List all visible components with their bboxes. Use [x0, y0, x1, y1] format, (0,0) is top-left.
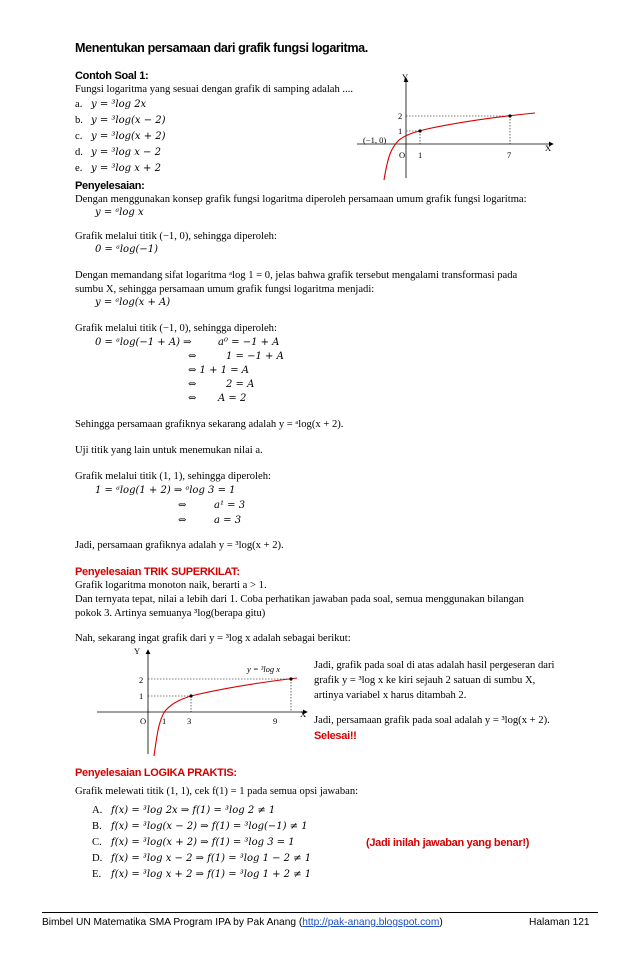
- solution-line: Dengan memandang sifat logaritma ᵃlog 1 = 0, jelas bahwa grafik tersebut mengalami transformasi pada: [75, 270, 518, 281]
- solution-heading: Penyelesaian:: [75, 180, 145, 192]
- option-expr: y = ³log(x + 2): [91, 131, 166, 142]
- side-text-line: artinya variabel x harus ditambah 2.: [314, 690, 467, 701]
- solution-formula: 0 = ᵃlog(−1 + A) ⇒: [95, 337, 192, 348]
- footer-left: [42, 918, 443, 928]
- solution-formula: a¹ = 3: [214, 500, 246, 511]
- y-tick-label: 1: [398, 126, 403, 136]
- practical-expr: f(x) = ³log(x − 2) ⇒ f(1) = ³log(−1) ≠ 1: [111, 821, 308, 832]
- x-tick-label: 1: [162, 716, 167, 726]
- point-1-1: [418, 129, 421, 132]
- log-graph-shifted: [355, 68, 565, 180]
- solution-formula: 2 = A: [226, 379, 255, 390]
- option-label: a.: [75, 99, 83, 110]
- solution-conclusion: Jadi, persamaan grafiknya adalah y = ³log(x + 2).: [75, 540, 284, 551]
- equiv-symbol: ⇔: [178, 500, 187, 511]
- solution-formula: A = 2: [218, 393, 247, 404]
- option-label: c.: [75, 131, 83, 142]
- practical-label: D.: [92, 853, 103, 864]
- option-label: e.: [75, 163, 83, 174]
- footer-text: Bimbel UN Matematika SMA Program IPA by Pak Anang (: [42, 917, 303, 928]
- y-axis-label: Y: [134, 646, 141, 656]
- solution-line: sumbu X, sehingga persamaan umum grafik fungsi logaritma menjadi:: [75, 284, 375, 295]
- solution-formula: ⇔ 1 + 1 = A: [188, 365, 249, 376]
- trick-line: Dan ternyata tepat, nilai a lebih dari 1. Coba perhatikan jawaban pada soal, semua menggunakan bilangan: [75, 594, 524, 605]
- option-label: d.: [75, 147, 83, 158]
- equiv-symbol: ⇔: [178, 515, 187, 526]
- point-9-2: [289, 677, 292, 680]
- solution-formula: a⁰ = −1 + A: [218, 337, 280, 348]
- solution-line: Uji titik yang lain untuk menemukan nilai a.: [75, 445, 263, 456]
- y-tick-label: 1: [139, 691, 144, 701]
- equiv-symbol: ⇔: [188, 351, 197, 362]
- y-tick-label: 2: [139, 675, 144, 685]
- practical-expr: f(x) = ³log(x + 2) ⇒ f(1) = ³log 3 = 1: [111, 837, 295, 848]
- equiv-symbol: ⇔: [188, 393, 197, 404]
- equiv-symbol: ⇔: [188, 379, 197, 390]
- solution-formula: 1 = −1 + A: [226, 351, 284, 362]
- trick-heading: Penyelesaian TRIK SUPERKILAT:: [75, 566, 240, 578]
- log-graph-base: [95, 644, 315, 756]
- solution-formula: y = ᵃlog(x + A): [95, 297, 171, 308]
- side-text-line: grafik y = ³log x ke kiri sejauh 2 satuan di sumbu X,: [314, 675, 536, 686]
- practical-expr: f(x) = ³log x + 2 ⇒ f(1) = ³log 1 + 2 ≠ 1: [111, 869, 312, 880]
- correct-answer-note: (Jadi inilah jawaban yang benar!): [366, 837, 530, 849]
- footer-close: ): [439, 917, 443, 928]
- side-text-line: Jadi, grafik pada soal di atas adalah hasil pergeseran dari: [314, 660, 555, 671]
- log-curve: [384, 113, 535, 180]
- solution-line: Grafik melalui titik (−1, 0), sehingga diperoleh:: [75, 323, 277, 334]
- point-7-2: [508, 114, 511, 117]
- example-heading: Contoh Soal 1:: [75, 70, 149, 82]
- solution-formula: a = 3: [214, 515, 242, 526]
- x-tick-label: 9: [273, 716, 278, 726]
- solution-formula: 0 = ᵃlog(−1): [95, 244, 159, 255]
- point-3-1: [189, 694, 192, 697]
- point-label: (−1, 0): [363, 135, 387, 145]
- x-axis-label: X: [300, 709, 307, 719]
- solution-line: Sehingga persamaan grafiknya sekarang adalah y = ᵃlog(x + 2).: [75, 419, 344, 430]
- example-question: Fungsi logaritma yang sesuai dengan grafik di samping adalah ....: [75, 84, 354, 95]
- practical-label: C.: [92, 837, 102, 848]
- curve-label: y = ³log x: [247, 664, 281, 674]
- trick-line: Grafik logaritma monoton naik, berarti a > 1.: [75, 580, 267, 591]
- practical-label: E.: [92, 869, 102, 880]
- trick-line: pokok 3. Artinya semuanya ³log(berapa gitu): [75, 608, 266, 619]
- page-title: Menentukan persamaan dari grafik fungsi logaritma.: [75, 41, 368, 55]
- y-axis-label: Y: [402, 72, 409, 82]
- practical-label: B.: [92, 821, 102, 832]
- option-expr: y = ³log x + 2: [91, 163, 161, 174]
- x-tick-label: 7: [507, 150, 512, 160]
- practical-expr: f(x) = ³log x − 2 ⇒ f(1) = ³log 1 − 2 ≠ 1: [111, 853, 312, 864]
- y-tick-label: 2: [398, 111, 403, 121]
- solution-line: Grafik melalui titik (1, 1), sehingga diperoleh:: [75, 471, 271, 482]
- x-tick-label: 3: [187, 716, 192, 726]
- x-axis-label: X: [545, 143, 552, 153]
- footer-divider: [42, 912, 598, 913]
- practical-label: A.: [92, 805, 103, 816]
- option-label: b.: [75, 115, 83, 126]
- practical-expr: f(x) = ³log 2x ⇒ f(1) = ³log 2 ≠ 1: [111, 805, 276, 816]
- side-text-line: Jadi, persamaan grafik pada soal adalah y = ³log(x + 2).: [314, 715, 550, 726]
- origin-label: O: [140, 716, 147, 726]
- practical-intro: Grafik melewati titik (1, 1), cek f(1) = 1 pada semua opsi jawaban:: [75, 786, 359, 797]
- option-expr: y = ³log(x − 2): [91, 115, 166, 126]
- solution-line: Grafik melalui titik (−1, 0), sehingga diperoleh:: [75, 231, 277, 242]
- solution-formula: y = ᵃlog x: [95, 207, 144, 218]
- practical-heading: Penyelesaian LOGIKA PRAKTIS:: [75, 767, 237, 779]
- option-expr: y = ³log 2x: [91, 99, 147, 110]
- x-tick-label: 1: [418, 150, 423, 160]
- solution-formula: 1 = ᵃlog(1 + 2) ⇒ ᵃlog 3 = 1: [95, 485, 236, 496]
- origin-label: O: [399, 150, 406, 160]
- footer-link[interactable]: http://pak-anang.blogspot.com: [302, 917, 440, 928]
- page-number: Halaman 121: [529, 917, 590, 928]
- solution-line: Dengan menggunakan konsep grafik fungsi logaritma diperoleh persamaan umum grafik fungsi logaritma:: [75, 194, 527, 205]
- done-label: Selesai!!: [314, 730, 357, 742]
- option-expr: y = ³log x − 2: [91, 147, 161, 158]
- trick-line: Nah, sekarang ingat grafik dari y = ³log x adalah sebagai berikut:: [75, 633, 351, 644]
